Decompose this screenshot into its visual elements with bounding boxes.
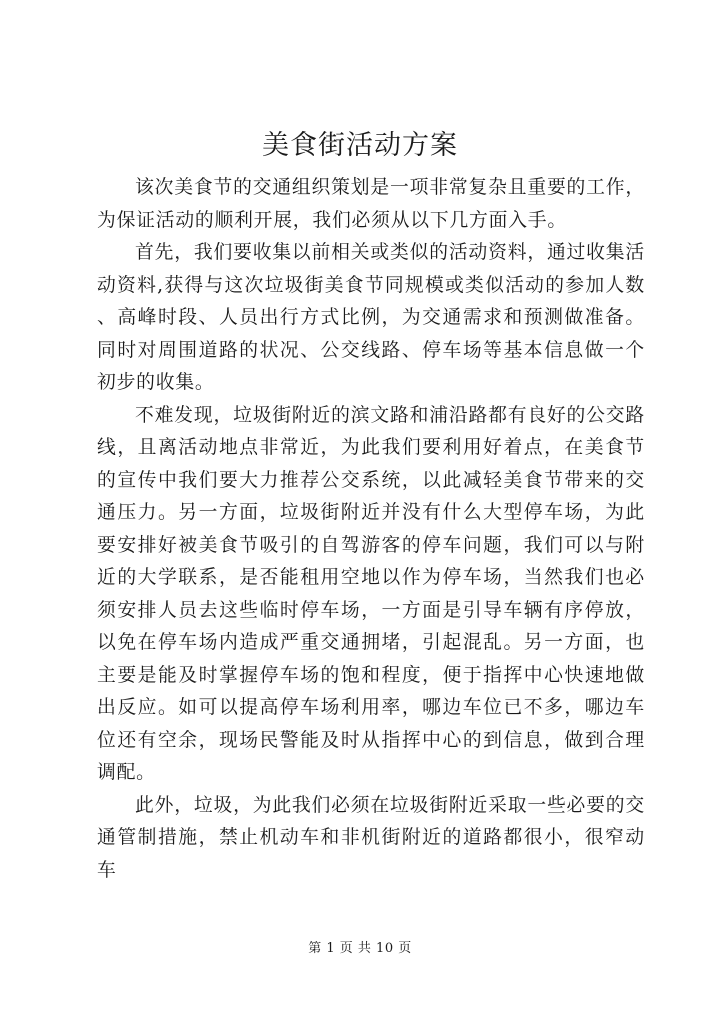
page-footer: 第 1 页 共 10 页 bbox=[308, 941, 412, 956]
paragraph-transit: 不难发现，垃圾街附近的滨文路和浦沿路都有良好的公交路线，且离活动地点非常近，为此我们要利用好着点，在美食节的宣传中我们要大力推荐公交系统，以此减轻美食节带来的交通压力。另一方面，垃圾街附近并没有什么大型停车场，为此要安排好被美食节吸引的自驾游客的停车问题，我们可以与附近的大学联系，是否能租用空地以作为停车场，当然我们也必须安排人员去这些临时停车场，一方面是引导车辆有序停放，以免在停车场内造成严重交通拥堵，引起混乱。另一方面，也主要是能及时掌握停车场的饱和程度，便于指挥中心快速地做出反应。如可以提高停车场利用率，哪边车位已不多，哪边车位还有空余，现场民警能及时从指挥中心的到信息，做到合理调配。 bbox=[97, 404, 645, 783]
paragraph-first: 首先，我们要收集以前相关或类似的活动资料，通过收集活动资料,获得与这次垃圾街美食节同规模或类似活动的参加人数、高峰时段、人员出行方式比例，为交通需求和预测做准备。同时对周围道路的状况、公交线路、停车场等基本信息做一个初步的收集。 bbox=[97, 242, 645, 393]
document-title: 美食街活动方案 bbox=[262, 130, 458, 161]
document-body bbox=[97, 172, 645, 887]
paragraph-intro: 该次美食节的交通组织策划是一项非常复杂且重要的工作，为保证活动的顺利开展，我们必须从以下几方面入手。 bbox=[97, 177, 645, 231]
paragraph-traffic-control: 此外，垃圾，为此我们必须在垃圾街附近采取一些必要的交通管制措施，禁止机动车和非机街附近的道路都很小，很窄动车 bbox=[97, 794, 645, 881]
